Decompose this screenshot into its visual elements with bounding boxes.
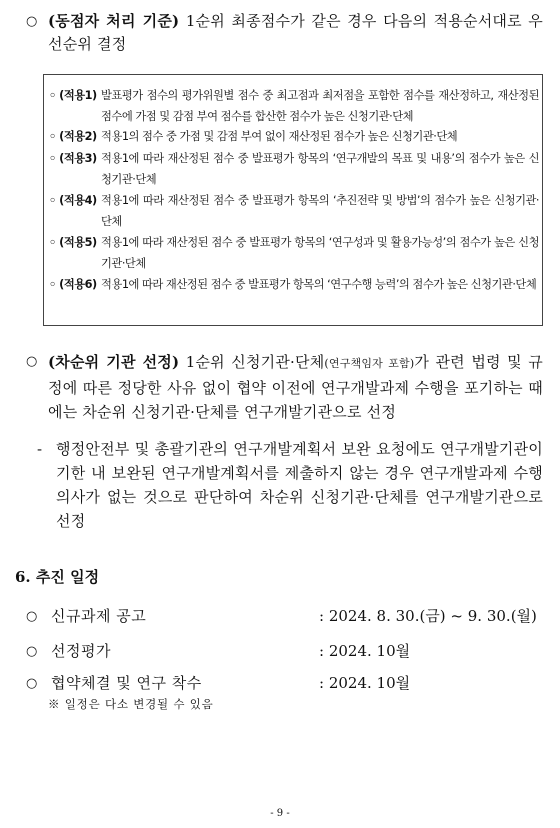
rule-text: 적용1에 따라 재산정된 점수 중 발표평가 항목의 ‘연구성과 및 활용가능성’의 점수가 높은 신청기관·단체 <box>101 236 539 270</box>
rule-item-5 <box>49 233 539 274</box>
rule-item-4 <box>49 191 539 232</box>
tiebreak-rules-box <box>43 74 543 326</box>
rule-label: ◦ (적용6) <box>49 278 97 291</box>
next-rank-text-a: 1순위 신청기관·단체 <box>179 353 325 371</box>
rule-text: 적용1에 따라 재산정된 점수 중 발표평가 항목의 ‘연구개발의 목표 및 내용’의 점수가 높은 신청기관·단체 <box>101 152 539 186</box>
schedule-label: 협약체결 및 연구 착수 <box>51 674 202 692</box>
rule-label: ◦ (적용4) <box>49 194 97 207</box>
rule-text: 발표평가 점수의 평가위원별 점수 중 최고점과 최저점을 포함한 점수를 재산정하고, 재산정된 점수에 가점 및 감점 부여 점수를 합산한 점수가 높은 신청기관·단체 <box>101 89 539 123</box>
schedule-date: : 2024. 10월 <box>319 642 411 660</box>
schedule-label: 신규과제 공고 <box>51 607 147 625</box>
rule-label: ◦ (적용2) <box>49 130 97 143</box>
schedule-date: : 2024. 10월 <box>319 674 411 692</box>
rule-label: ◦ (적용5) <box>49 236 97 249</box>
next-rank-bullet: ○ <box>26 354 38 369</box>
tiebreak-paragraph <box>48 10 543 56</box>
rule-text: 적용1의 점수 중 가점 및 감점 부여 없이 재산정된 점수가 높은 신청기관·단체 <box>101 130 458 143</box>
rule-item-6 <box>49 275 539 296</box>
next-rank-sub-dash: - <box>37 440 43 458</box>
tiebreak-bullet: ○ <box>26 14 38 29</box>
schedule-bullet: ○ <box>26 644 38 659</box>
next-rank-text-b: 가 관련 법령 및 규정에 따른 정당한 사유 없이 협약 이전에 연구개발과제 수행을 포기하는 때에는 차순위 신청기관·단체를 연구개발기관으로 선정 <box>48 353 543 421</box>
schedule-label: 선정평가 <box>51 642 111 660</box>
rule-label: ◦ (적용3) <box>49 152 97 165</box>
schedule-heading: 6. 추진 일정 <box>15 568 100 586</box>
next-rank-text-small: (연구책임자 포함) <box>324 357 415 370</box>
schedule-date: : 2024. 8. 30.(금) ~ 9. 30.(월) <box>319 607 537 625</box>
schedule-bullet: ○ <box>26 676 38 691</box>
page-number: - 9 - <box>270 808 290 819</box>
tiebreak-text: 1순위 최종점수가 같은 경우 다음의 적용순서대로 우선순위 결정 <box>48 12 543 53</box>
schedule-bullet: ○ <box>26 609 38 624</box>
rule-label: ◦ (적용1) <box>49 89 97 102</box>
next-rank-sub-text: 행정안전부 및 총괄기관의 연구개발계획서 보완 요청에도 연구개발기관이 기한 내 보완된 연구개발계획서를 제출하지 않는 경우 연구개발과제 수행 의사가 없는 것으로 판단하여 차순위 신청기관·단체를 연구개발기관으로 선정 <box>56 440 543 530</box>
rule-item-1 <box>49 86 539 127</box>
rule-item-3 <box>49 149 539 190</box>
schedule-note: ※ 일정은 다소 변경될 수 있음 <box>48 697 214 711</box>
rule-text: 적용1에 따라 재산정된 점수 중 발표평가 항목의 ‘연구수행 능력’의 점수가 높은 신청기관·단체 <box>101 278 537 291</box>
rule-item-2 <box>49 127 539 148</box>
rule-text: 적용1에 따라 재산정된 점수 중 발표평가 항목의 ‘추진전략 및 방법’의 점수가 높은 신청기관·단체 <box>101 194 539 228</box>
next-rank-title: (차순위 기관 선정) <box>48 353 180 371</box>
next-rank-paragraph <box>48 350 543 424</box>
tiebreak-title: (동점자 처리 기준) <box>48 12 180 30</box>
